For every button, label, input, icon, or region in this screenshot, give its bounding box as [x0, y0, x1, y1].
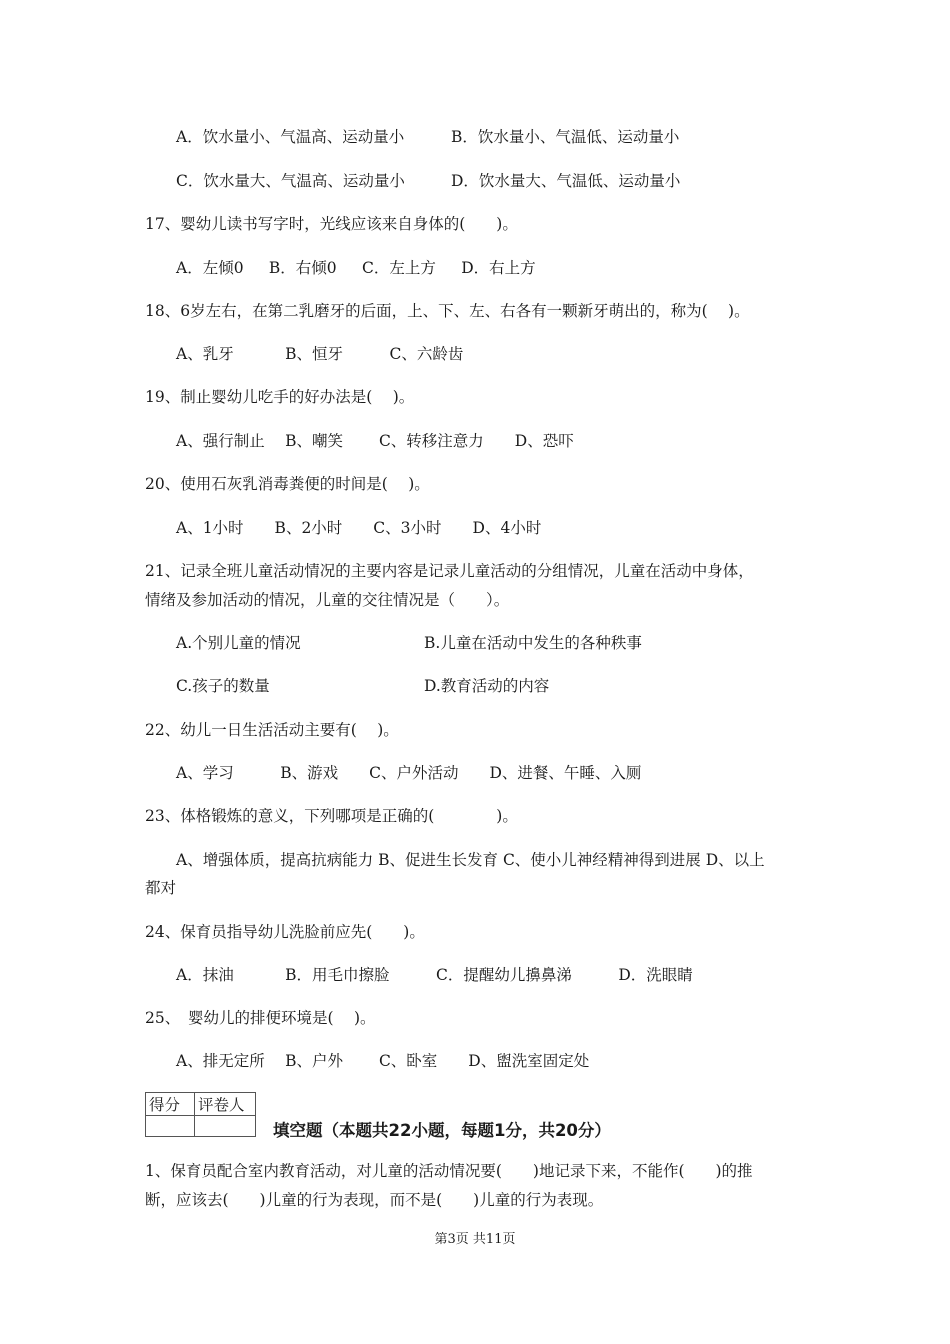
score-cell	[146, 1116, 195, 1137]
question-20: 20、使用石灰乳消毒粪便的时间是( )。	[145, 475, 430, 493]
question-19: 19、制止婴幼儿吃手的好办法是( )。	[145, 388, 415, 406]
score-table	[145, 1092, 256, 1137]
option-b: B．饮水量小、气温低、运动量小	[451, 128, 680, 146]
score-header: 得分	[146, 1093, 195, 1116]
question-21-line-2: 情绪及参加活动的情况，儿童的交往情况是（ ）。	[145, 591, 510, 609]
grader-cell	[195, 1116, 256, 1137]
section-title: 填空题（本题共22小题，每题1分，共20分）	[273, 1121, 611, 1140]
question-18: 18、6岁左右，在第二乳磨牙的后面，上、下、左、右各有一颗新牙萌出的，称为( )。	[145, 302, 750, 320]
page-footer: 第3页 共11页	[434, 1232, 516, 1247]
question-17-options: A．左倾0 B．右倾0 C．左上方 D．右上方	[176, 259, 536, 277]
option-a: A．饮水量小、气温高、运动量小	[176, 128, 405, 146]
question-21-line-1: 21、记录全班儿童活动情况的主要内容是记录儿童活动的分组情况，儿童在活动中身体，	[145, 562, 754, 580]
question-23-options-line-2: 都对	[145, 879, 177, 897]
question-25-options: A、排无定所 B、户外 C、卧室 D、盥洗室固定处	[176, 1052, 590, 1070]
question-21-option-a: A.个别儿童的情况	[176, 634, 301, 652]
question-24: 24、保育员指导幼儿洗脸前应先( )。	[145, 923, 425, 941]
question-19-options: A、强行制止 B、嘲笑 C、转移注意力 D、恐吓	[176, 432, 574, 450]
fill-question-1-line-1: 1、保育员配合室内教育活动，对儿童的活动情况要( )地记录下来，不能作( )的推	[145, 1162, 753, 1180]
question-23: 23、体格锻炼的意义，下列哪项是正确的( )。	[145, 807, 518, 825]
grader-header: 评卷人	[195, 1093, 256, 1116]
question-17: 17、婴幼儿读书写字时，光线应该来自身体的( )。	[145, 215, 518, 233]
question-21-option-c: C.孩子的数量	[176, 677, 270, 695]
question-18-options: A、乳牙 B、恒牙 C、六龄齿	[176, 345, 464, 363]
question-24-options: A．抹油 B．用毛巾擦脸 C．提醒幼儿擤鼻涕 D．洗眼睛	[176, 966, 693, 984]
fill-question-1-line-2: 断，应该去( )儿童的行为表现，而不是( )儿童的行为表现。	[145, 1191, 604, 1209]
question-22: 22、幼儿一日生活活动主要有( )。	[145, 721, 399, 739]
question-21-option-d: D.教育活动的内容	[424, 677, 550, 695]
question-22-options: A、学习 B、游戏 C、户外活动 D、进餐、午睡、入厕	[176, 764, 642, 782]
question-23-options-line-1: A、增强体质，提高抗病能力 B、促进生长发育 C、使小儿神经精神得到进展 D、以上	[176, 851, 765, 869]
option-c: C．饮水量大、气温高、运动量小	[176, 172, 405, 190]
question-20-options: A、1小时 B、2小时 C、3小时 D、4小时	[176, 519, 542, 537]
question-25: 25、 婴幼儿的排便环境是( )。	[145, 1009, 376, 1027]
question-21-option-b: B.儿童在活动中发生的各种秩事	[424, 634, 642, 652]
option-d: D．饮水量大、气温低、运动量小	[451, 172, 681, 190]
